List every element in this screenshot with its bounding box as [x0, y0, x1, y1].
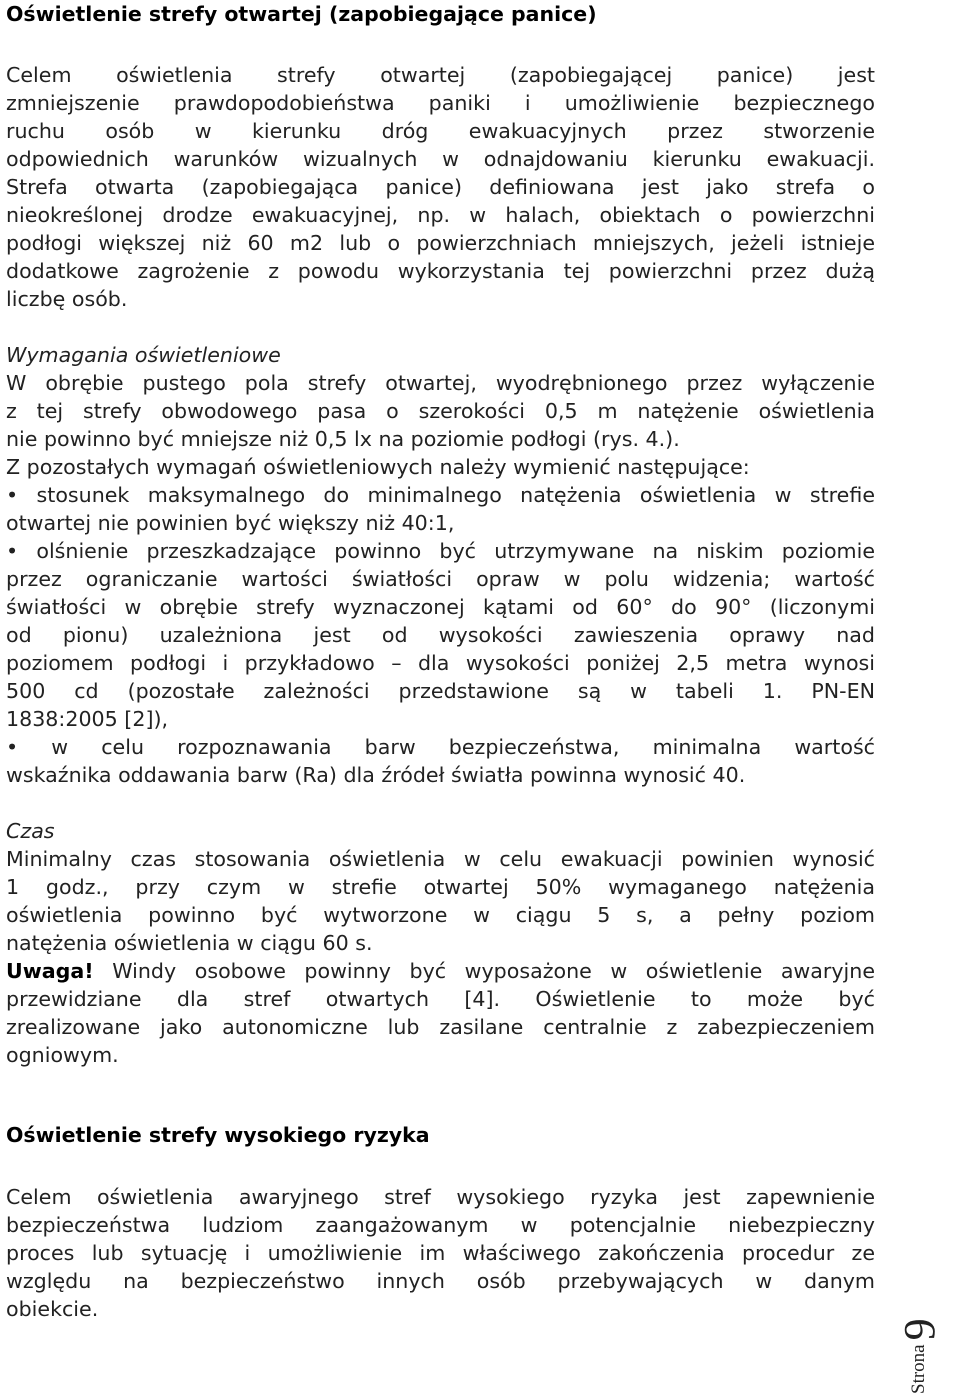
section-title-open-area: Oświetlenie strefy otwartej (zapobiegające panice): [6, 2, 597, 26]
bullet-item-line: przez ograniczanie wartości światłości opraw w polu widzenia; wartość: [6, 567, 875, 591]
page-number-footer: [895, 1310, 944, 1394]
bullet-item-line: wskaźnika oddawania barw (Ra) dla źródeł światła powinna wynosić 40.: [6, 763, 746, 787]
paragraph-line: Minimalny czas stosowania oświetlenia w celu ewakuacji powinien wynosić: [6, 847, 875, 871]
note-line: ogniowym.: [6, 1043, 119, 1067]
paragraph-line: proces lub sytuację i umożliwienie im właściwego zakończenia procedur ze: [6, 1241, 875, 1265]
paragraph-line: z tej strefy obwodowego pasa o szerokości 0,5 m natężenie oświetlenia: [6, 399, 875, 423]
paragraph-line: Celem oświetlenia awaryjnego stref wysokiego ryzyka jest zapewnienie: [6, 1185, 875, 1209]
note-text: Windy osobowe powinny być wyposażone w oświetlenie awaryjne: [93, 959, 875, 983]
paragraph-line: bezpieczeństwa ludziom zaangażowanym w potencjalnie niebezpieczny: [6, 1213, 875, 1237]
bullet-item-line: otwartej nie powinien być większy niż 40:1,: [6, 511, 455, 535]
note-line: [6, 957, 875, 985]
paragraph-line: obiekcie.: [6, 1297, 99, 1321]
bullet-item-line: 500 cd (pozostałe zależności przedstawione są w tabeli 1. PN-EN: [6, 679, 875, 703]
paragraph-line: natężenia oświetlenia w ciągu 60 s.: [6, 931, 373, 955]
bullet-item-line: światłości w obrębie strefy wyznaczonej kątami od 60° do 90° (liczonymi: [6, 595, 875, 619]
bullet-item-line: od pionu) uzależniona jest od wysokości zawieszenia oprawy nad: [6, 623, 875, 647]
paragraph-line: dodatkowe zagrożenie z powodu wykorzystania tej powierzchni przez dużą: [6, 259, 875, 283]
bullet-item-line: poziomem podłogi i przykładowo – dla wysokości poniżej 2,5 metra wynosi: [6, 651, 875, 675]
section-title-high-risk: Oświetlenie strefy wysokiego ryzyka: [6, 1123, 430, 1147]
page-number: 9: [895, 1318, 944, 1341]
bullet-item-line: • olśnienie przeszkadzające powinno być utrzymywane na niskim poziomie: [6, 539, 875, 563]
bullet-item-line: 1838:2005 [2]),: [6, 707, 169, 731]
page-label: Strona: [908, 1344, 929, 1394]
paragraph-line: W obrębie pustego pola strefy otwartej, wyodrębnionego przez wyłączenie: [6, 371, 875, 395]
note-line: przewidziane dla stref otwartych [4]. Oświetlenie to może być: [6, 987, 875, 1011]
paragraph-line: odpowiednich warunków wizualnych w odnajdowaniu kierunku ewakuacji.: [6, 147, 875, 171]
paragraph-line: Z pozostałych wymagań oświetleniowych należy wymienić następujące:: [6, 455, 750, 479]
paragraph-line: nieokreślonej drodze ewakuacyjnej, np. w halach, obiektach o powierzchni: [6, 203, 875, 227]
paragraph-line: zmniejszenie prawdopodobieństwa paniki i umożliwienie bezpiecznego: [6, 91, 875, 115]
paragraph-line: względu na bezpieczeństwo innych osób przebywających w danym: [6, 1269, 875, 1293]
paragraph-line: Strefa otwarta (zapobiegająca panice) definiowana jest jako strefa o: [6, 175, 875, 199]
paragraph-line: Celem oświetlenia strefy otwartej (zapobiegającej panice) jest: [6, 63, 875, 87]
paragraph-line: nie powinno być mniejsze niż 0,5 lx na poziomie podłogi (rys. 4.).: [6, 427, 680, 451]
note-line: zrealizowane jako autonomiczne lub zasilane centralnie z zabezpieczeniem: [6, 1015, 875, 1039]
paragraph-line: ruchu osób w kierunku dróg ewakuacyjnych przez stworzenie: [6, 119, 875, 143]
note-label: Uwaga!: [6, 959, 94, 983]
bullet-item-line: • w celu rozpoznawania barw bezpieczeństwa, minimalna wartość: [6, 735, 875, 759]
paragraph-line: podłogi większej niż 60 m2 lub o powierzchniach mniejszych, jeżeli istnieje: [6, 231, 875, 255]
subheading-time: Czas: [6, 819, 55, 843]
subheading-requirements: Wymagania oświetleniowe: [6, 343, 281, 367]
paragraph-line: 1 godz., przy czym w strefie otwartej 50% wymaganego natężenia: [6, 875, 875, 899]
paragraph-line: oświetlenia powinno być wytworzone w ciągu 5 s, a pełny poziom: [6, 903, 875, 927]
paragraph-line: liczbę osób.: [6, 287, 128, 311]
bullet-item-line: • stosunek maksymalnego do minimalnego natężenia oświetlenia w strefie: [6, 483, 875, 507]
